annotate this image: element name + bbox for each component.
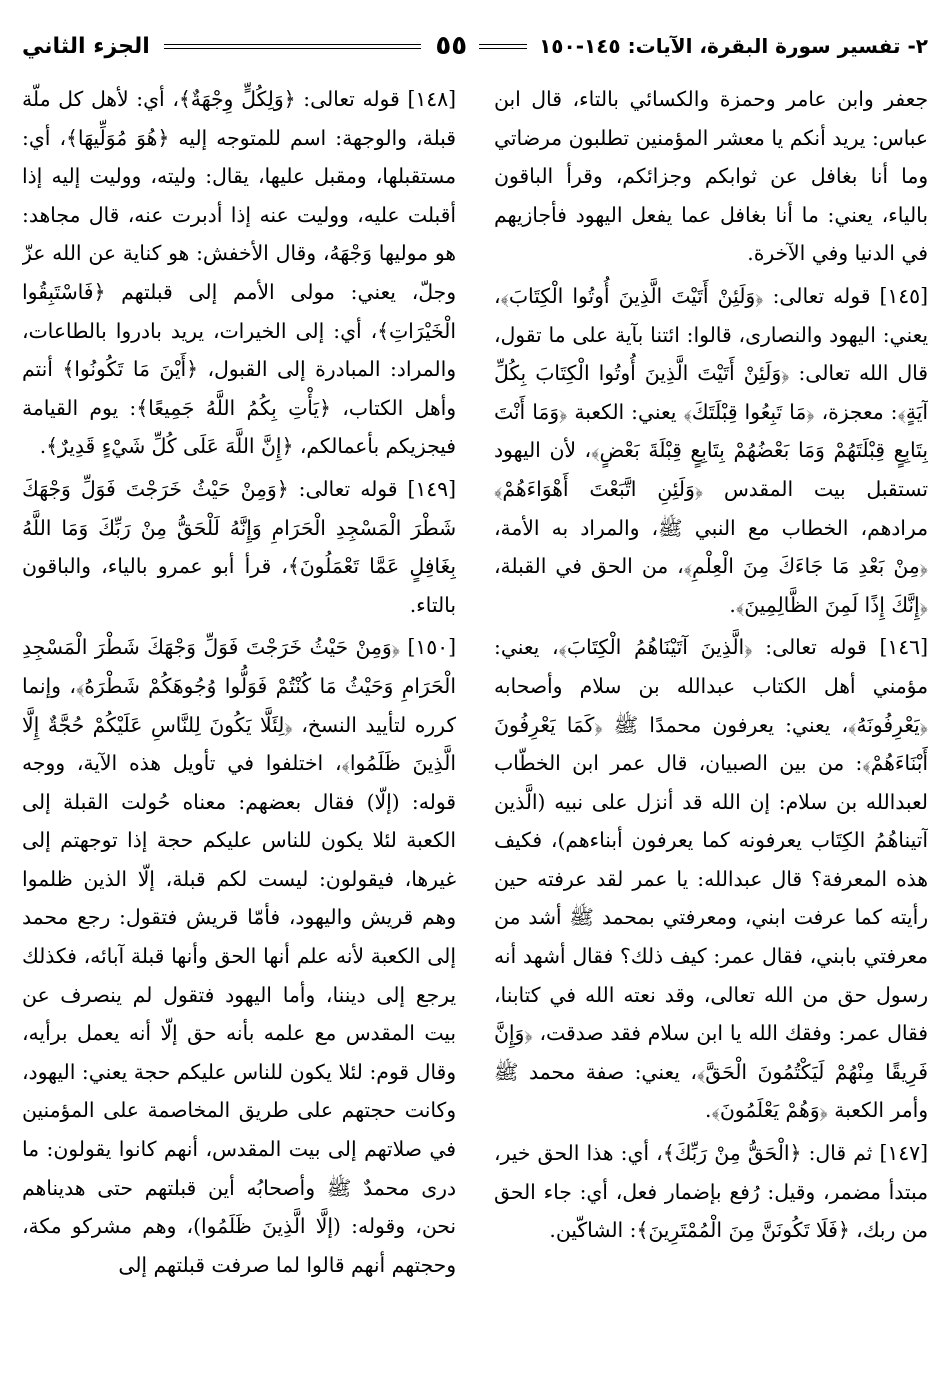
header-rule-right <box>164 44 422 49</box>
paragraph-verse-145: [١٤٥] قوله تعالى: ﴿وَلَئِنْ أَتَيْتَ الَّذِينَ أُوتُوا الْكِتَابَ﴾، يعني: اليهود والنصارى، قالوا: ائتنا بآية على ما تقول، قال الله تعالى: ﴿وَلَئِنْ أَتَيْتَ الَّذِينَ أُوتُوا الْكِتَابَ بِكُلِّ آيَةٍ﴾: معجزة، ﴿مَا تَبِعُوا قِبْلَتَكَ﴾ يعني: الكعبة ﴿وَمَا أَنْتَ بِتَابِعٍ قِبْلَتَهُمْ وَمَا بَعْضُهُمْ بِتَابِعٍ قِبْلَةَ بَعْضٍ﴾، لأن اليهود تستقبل بيت المقدس ﴿وَلَئِنِ اتَّبَعْتَ أَهْوَاءَهُمْ﴾ مرادهم، الخطاب مع النبي ﷺ، والمراد به الأمة، ﴿مِنْ بَعْدِ مَا جَاءَكَ مِنَ الْعِلْمِ﴾، من الحق في القبلة، ﴿إِنَّكَ إِذًا لَمِنَ الظَّالِمِينَ﴾. <box>494 283 928 617</box>
left-column <box>22 80 456 1380</box>
paragraph-verse-150: [١٥٠] ﴿وَمِنْ حَيْثُ خَرَجْتَ فَوَلِّ وَجْهَكَ شَطْرَ الْمَسْجِدِ الْحَرَامِ وَحَيْثُ مَا كُنْتُمْ فَوَلُّوا وُجُوهَكُمْ شَطْرَهُ﴾، وإنما كرره لتأييد النسخ، ﴿لِئَلَّا يَكُونَ لِلنَّاسِ عَلَيْكُمْ حُجَّةٌ إِلَّا الَّذِينَ ظَلَمُوا﴾، اختلفوا في تأويل هذه الآية، ووجه قوله: (إلّا) فقال بعضهم: معناه حُولت القبلة إلى الكعبة لئلا يكون للناس عليكم حجة إذا توجهتم إلى غيرها، فيقولون: ليست لكم قبلة، إلّا الذين ظلموا وهم قريش واليهود، فأمّا قريش فتقول: رجع محمد إلى الكعبة لأنه علم أنها الحق وأنها قبلة آبائه، فكذلك يرجع إلى ديننا، وأما اليهود فتقول لم ينصرف عن بيت المقدس مع علمه بأنه حق إلّا أنه يعمل برأيه، وقال قوم: لئلا يكون للناس عليكم حجة يعني: اليهود، وكانت حجتهم على طريق المخاصمة على المؤمنين في صلاتهم إلى بيت المقدس، أنهم كانوا يقولون: ما درى محمدٌ ﷺ وأصحابُه أين قبلتهم حتى هديناهم نحن، وقوله: (إلَّا الَّذِينَ ظَلَمُوا)، وهم مشركو مكة، وحجتهم أنهم قالوا لما صرفت قبلتهم إلى <box>22 635 456 1277</box>
paragraph-verse-146: [١٤٦] قوله تعالى: ﴿الَّذِينَ آتَيْنَاهُمُ الْكِتَابَ﴾، يعني: مؤمني أهل الكتاب عبدالله بن سلام وأصحابه ﴿يَعْرِفُونَهُ﴾، يعني: يعرفون محمدًا ﷺ ﴿كَمَا يَعْرِفُونَ أَبْنَاءَهُمْ﴾: من بين الصبيان، قال عمر ابن الخطّاب لعبدالله بن سلام: إن الله قد أنزل على نبيه (الَّذين آتيناهُمُ الكِتَاب يعرفونه كما يعرفون أبناءهم)، فكيف هذه المعرفة؟ قال عبدالله: يا عمر لقد عرفته حين رأيته كما عرفت ابني، ومعرفتي بمحمد ﷺ أشد من معرفتي بابني، فقال عمر: كيف ذلك؟ فقال أشهد أنه رسول حق من الله تعالى، وقد نعته الله في كتابنا، فقال عمر: وفقك الله يا ابن سلام فقد صدقت، ﴿وَإِنَّ فَرِيقًا مِنْهُمْ لَيَكْتُمُونَ الْحَقَّ﴾، يعني: صفة محمد ﷺ وأمر الكعبة ﴿وَهُمْ يَعْلَمُونَ﴾. <box>494 635 928 1123</box>
page-number: ٥٥ <box>435 31 468 61</box>
section-title: ٢- تفسير سورة البقرة، الآيات: ١٤٥-١٥٠ <box>539 34 928 58</box>
paragraph-verse-149: [١٤٩] قوله تعالى: ﴿وَمِنْ حَيْثُ خَرَجْتَ فَوَلِّ وَجْهَكَ شَطْرَ الْمَسْجِدِ الْحَرَامِ وَإِنَّهُ لَلْحَقُّ مِنْ رَبِّكَ وَمَا اللَّهُ بِغَافِلٍ عَمَّا تَعْمَلُونَ﴾، قرأ أبو عمرو بالياء، والباقون بالتاء. <box>22 476 456 617</box>
paragraph-verse-148: [١٤٨] قوله تعالى: ﴿وَلِكُلٍّ وِجْهَةٌ﴾، أي: لأهل كل ملّة قبلة، والوجهة: اسم للمتوجه إليه ﴿هُوَ مُوَلِّيهَا﴾، أي: مستقبلها، ومقبل عليها، يقال: وليته، ووليت إليه إذا أقبلت عليه، ووليت عنه إذا أدبرت عنه، قال مجاهد: هو موليها وَجْهَهُ، وقال الأخفش: هو كناية عن الله عزّ وجلّ، يعني: مولى الأمم إلى قبلتهم ﴿فَاسْتَبِقُوا الْخَيْرَاتِ﴾، أي: إلى الخيرات، يريد بادروا بالطاعات، والمراد: المبادرة إلى القبول، ﴿أَيْنَ مَا تَكُونُوا﴾ أنتم وأهل الكتاب، ﴿يَأْتِ بِكُمُ اللَّهُ جَمِيعًا﴾: يوم القيامة فيجزيكم بأعمالكم، ﴿إِنَّ اللَّهَ عَلَى كُلِّ شَيْءٍ قَدِيرٌ﴾. <box>22 87 456 459</box>
running-header <box>22 26 928 66</box>
paragraph-verse-147: [١٤٧] ثم قال: ﴿الْحَقُّ مِنْ رَبِّكَ﴾، أي: هذا الحق خير، مبتدأ مضمر، وقيل: رُفع بإضمار فعل، أي: جاء الحق من ربك، ﴿فَلَا تَكُونَنَّ مِنَ الْمُمْتَرِينَ﴾: الشاكّين. <box>494 1141 928 1243</box>
right-column <box>494 80 928 1380</box>
header-rule-left <box>479 44 527 49</box>
part-label: الجزء الثاني <box>22 33 150 59</box>
paragraph: جعفر وابن عامر وحمزة والكسائي بالتاء، قال ابن عباس: يريد أنكم يا معشر المؤمنين تطلبون مرضاتي وما أنا بغافل عن ثوابكم وجزائكم، وقرأ الباقون بالياء، يعني: ما أنا بغافل عما يفعل اليهود فأجازيهم في الدنيا وفي الآخرة. <box>494 87 928 266</box>
